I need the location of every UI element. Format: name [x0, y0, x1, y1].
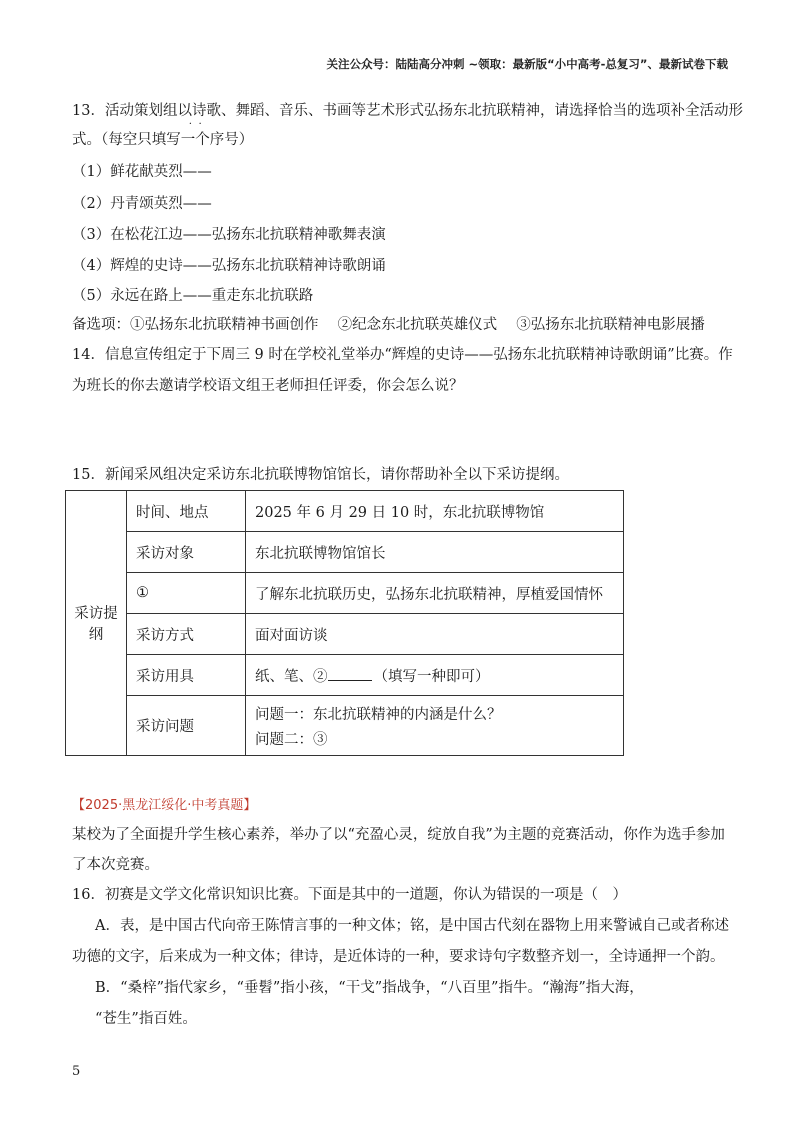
q14-stem-line2: 为班长的你去邀请学校语文组王老师担任评委，你会怎么说？	[72, 378, 464, 394]
row-key: ①	[127, 573, 246, 614]
q16-option-b-line1: B．“桑梓”指代家乡，“垂髫”指小孩，“干戈”指战争，“八百里”指牛。“瀚海”指大海，	[95, 980, 644, 996]
q15-stem: 15．新闻采风组决定采访东北抗联博物馆馆长，请你帮助补全以下采访提纲。	[72, 467, 569, 483]
table-row	[66, 532, 624, 573]
tools-text: 纸、笔、②	[255, 668, 328, 685]
q13-emphasis	[180, 121, 210, 148]
q13-item-4: （4）辉煌的史诗——弘扬东北抗联精神诗歌朗诵	[72, 258, 386, 274]
row-value	[246, 696, 624, 756]
row-value: 2025 年 6 月 29 日 10 时，东北抗联博物馆	[246, 491, 624, 532]
question-one: 问题一：东北抗联精神的内涵是什么？	[255, 706, 502, 723]
q16-option-a-line2: 功德的文字，后来成为一种文体；律诗，是近体诗的一种，要求诗句字数整齐划一，全诗通押一个韵。	[72, 949, 725, 965]
tools-hint: （填写一种即可）	[373, 668, 490, 685]
q14-stem-line1: 14．信息宣传组定于下周三 9 时在学校礼堂举办“辉煌的史诗——弘扬东北抗联精神诗歌朗诵”比赛。作	[72, 347, 733, 363]
q13-item-1: （1）鲜花献英烈——	[72, 164, 212, 180]
source-tag: 【2025·黑龙江绥化·中考真题】	[72, 798, 257, 813]
answer-blank[interactable]	[328, 668, 372, 681]
table-row	[66, 491, 624, 532]
row-key: 采访用具	[127, 655, 246, 696]
q13-item-3: （3）在松花江边——弘扬东北抗联精神歌舞表演	[72, 227, 386, 243]
row-key: 采访问题	[127, 696, 246, 756]
row-value: 东北抗联博物馆馆长	[246, 532, 624, 573]
q13-item-2: （2）丹青颂英烈——	[72, 196, 212, 212]
q13-options: 备选项：①弘扬东北抗联精神书画创作 ②纪念东北抗联英雄仪式 ③弘扬东北抗联精神电影展播	[72, 317, 705, 333]
outline-label: 采访提纲	[66, 491, 127, 756]
q13-stem-part-b: 序号）	[209, 132, 254, 148]
q13-stem-line2	[72, 121, 254, 149]
q13-stem-part-a: 式。（每空只填写	[72, 132, 181, 148]
row-key: 采访方式	[127, 614, 246, 655]
row-value: 面对面访谈	[246, 614, 624, 655]
q16-option-a-line1: A．表，是中国古代向帝王陈情言事的一种文体；铭，是中国古代刻在器物上用来警诫自己或者称述	[95, 918, 729, 934]
q16-stem: 16．初赛是文学文化常识知识比赛。下面是其中的一道题，你认为错误的一项是（ ）	[72, 887, 627, 903]
page-number: 5	[72, 1064, 81, 1079]
q13-stem-line1: 13．活动策划组以诗歌、舞蹈、音乐、书画等艺术形式弘扬东北抗联精神，请选择恰当的选项补全活动形	[72, 103, 743, 119]
question-two: 问题二：③	[255, 731, 328, 748]
row-key: 采访对象	[127, 532, 246, 573]
row-value: 了解东北抗联历史，弘扬东北抗联精神，厚植爱国情怀	[246, 573, 624, 614]
intro-line2: 了本次竞赛。	[72, 857, 159, 873]
emphasis-dots: ˙ ˙	[187, 121, 204, 135]
row-key: 时间、地点	[127, 491, 246, 532]
q13-emphasis-text: 一个	[180, 132, 210, 148]
row-value	[246, 655, 624, 696]
table-row	[66, 573, 624, 614]
table-row	[66, 614, 624, 655]
table-row	[66, 696, 624, 756]
interview-outline-table	[65, 490, 624, 756]
q13-item-5: （5）永远在路上——重走东北抗联路	[72, 288, 314, 304]
page-header: 关注公众号：陆陆高分冲刺 ~领取：最新版“小中高考-总复习”、最新试卷下载	[326, 57, 728, 71]
table-row	[66, 655, 624, 696]
intro-line1: 某校为了全面提升学生核心素养，举办了以“充盈心灵，绽放自我”为主题的竞赛活动，你作为选手参加	[72, 827, 725, 843]
q16-option-b-line2: “苍生”指百姓。	[95, 1011, 197, 1027]
